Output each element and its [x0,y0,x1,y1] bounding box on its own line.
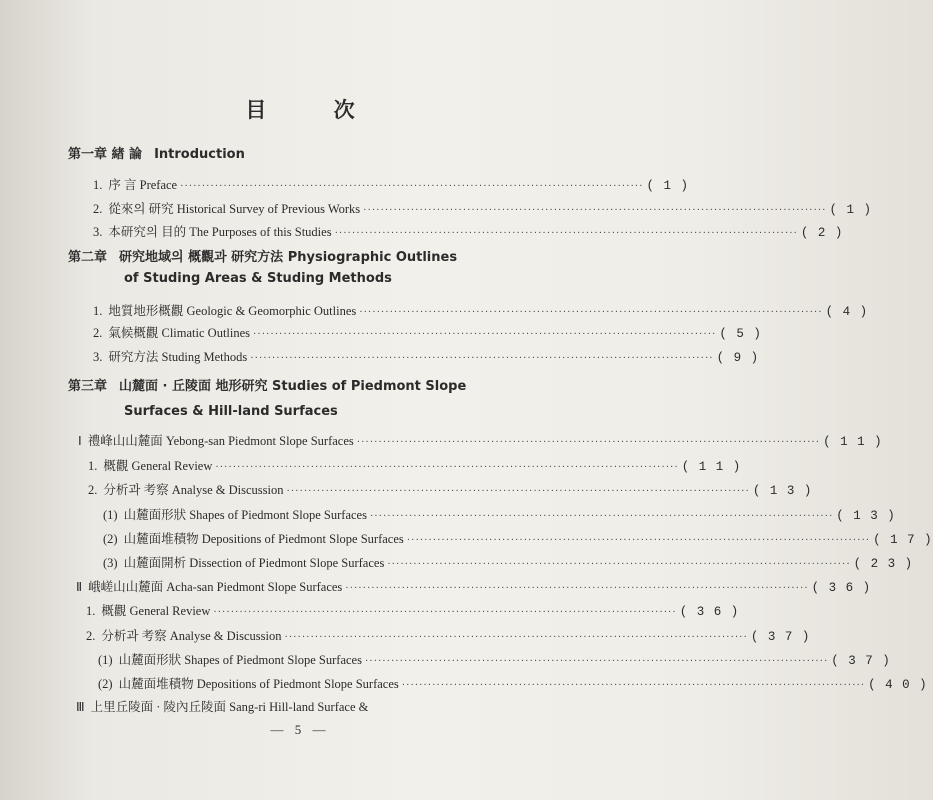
entry-page: ( 1 1 ) [681,460,742,474]
chapter-1-label: 第一章 緖 論 [68,147,143,162]
entry-page: ( 4 0 ) [868,678,928,692]
page-number: — 5 — [270,722,330,737]
leader-dots: ··········································································································· [284,632,748,643]
entry-page: ( 4 ) [825,305,869,319]
toc-entry [88,456,742,474]
entry-text: 禮峰山山麓面 Yebong-san Piedmont Slope Surfaces [87,434,354,448]
toc-entry [86,601,740,619]
leader-dots: ··········································································································· [356,437,821,448]
toc-entry [93,323,762,341]
toc-entry [88,480,813,498]
entry-page: ( 5 ) [719,327,762,341]
toc-subentry [103,553,914,571]
entry-text: 概觀 General Review [103,459,213,473]
entry-number: 1. [93,304,103,318]
entry-text: 概觀 General Review [101,604,211,618]
entry-number: (1) [103,508,118,522]
entry-text: 序 言 Preface [108,178,178,192]
leader-dots: ··········································································································· [345,583,809,594]
leader-dots: ··········································································································· [250,353,714,364]
toc-entry [93,175,689,193]
toc-subentry [98,674,928,692]
leader-dots: ··········································································································· [363,205,827,216]
entry-text: 從來의 研究 Historical Survey of Previous Works [108,202,361,216]
chapter-2-title-line2: of Studing Areas & Studing Methods [124,271,392,286]
entry-page: ( 1 3 ) [836,509,896,523]
entry-number: (2) [98,677,113,691]
leader-dots: ··········································································································· [364,656,829,667]
section-number: Ⅱ [76,580,83,594]
entry-text: 山麓面開析 Dissection of Piedmont Slope Surfaces [123,556,385,570]
chapter-2-heading [68,246,457,265]
toc-entry [93,199,873,217]
entry-number: 3. [93,225,103,239]
chapter-3-label: 第三章 [68,379,108,394]
page-title: 目 次 [245,97,385,122]
leader-dots: ··········································································································· [401,680,866,691]
entry-text: 本研究의 目的 The Purposes of this Studies [108,225,332,239]
entry-text: 山麓面形狀 Shapes of Piedmont Slope Surfaces [118,653,362,667]
entry-text: 地質地形概觀 Geologic & Geomorphic Outlines [108,304,357,318]
toc-subentry [103,529,933,547]
entry-page: ( 1 ) [646,179,689,193]
entry-number: 2. [88,483,98,497]
entry-number: 1. [86,604,96,618]
toc-entry [93,347,760,365]
chapter-3-heading [68,375,466,394]
leader-dots: ··········································································································· [213,607,677,618]
toc-subentry [103,505,896,523]
entry-page: ( 3 6 ) [811,581,872,595]
toc-section-entry [78,431,883,449]
leader-dots: ··········································································································· [369,511,834,522]
entry-text: 山麓面堆積物 Depositions of Piedmont Slope Surfaces [118,677,399,691]
entry-number: 2. [93,202,103,216]
leader-dots: ··········································································································· [334,228,798,239]
entry-text: 氣候概觀 Climatic Outlines [108,326,251,340]
toc-entry [93,301,869,319]
chapter-3-title-line1: 山麓面 · 丘陵面 地形研究 Studies of Piedmont Slope [119,379,467,394]
toc-subentry [98,650,891,668]
entry-page: ( 2 3 ) [853,557,914,571]
leader-dots: ··········································································································· [180,181,644,192]
leader-dots: ··········································································································· [215,462,679,473]
chapter-1-title: Introduction [154,147,245,162]
entry-page: ( 1 7 ) [873,533,933,547]
entry-number: 2. [86,629,96,643]
section-number: Ⅰ [78,434,82,448]
entry-number: 1. [88,459,98,473]
entry-number: 1. [93,178,103,192]
entry-page: ( 3 7 ) [750,630,811,644]
chapter-2-title-line1: 研究地域의 概觀과 研究方法 Physiographic Outlines [119,250,458,265]
entry-text: 峨嵯山山麓面 Acha-san Piedmont Slope Surfaces [88,580,343,594]
entry-page: ( 1 1 ) [823,435,883,449]
leader-dots: ··········································································································· [253,329,717,340]
entry-number: 3. [93,350,103,364]
entry-number: (3) [103,556,118,570]
entry-number: (2) [103,532,118,546]
chapter-2-label: 第二章 [68,250,108,265]
section-number: Ⅲ [76,700,85,714]
entry-number: 2. [93,326,103,340]
leader-dots: ··········································································································· [387,559,851,570]
entry-page: ( 3 6 ) [679,605,740,619]
leader-dots: ··········································································································· [359,307,823,318]
leader-dots: ··········································································································· [286,486,750,497]
entry-page: ( 3 7 ) [831,654,891,668]
entry-text: 山麓面形狀 Shapes of Piedmont Slope Surfaces [123,508,367,522]
entry-text: 山麓面堆積物 Depositions of Piedmont Slope Surfaces [123,532,404,546]
entry-number: (1) [98,653,113,667]
entry-text: 上里丘陵面 · 陵內丘陵面 Sang-ri Hill-land Surface & [90,700,369,714]
toc-section-entry [76,577,872,595]
toc-entry [93,222,844,240]
toc-section-entry [76,697,368,715]
toc-entry [86,626,811,644]
entry-text: 分析과 考察 Analyse & Discussion [101,629,282,643]
entry-text: 分析과 考察 Analyse & Discussion [103,483,284,497]
leader-dots: ··········································································································· [406,535,871,546]
entry-page: ( 1 3 ) [752,484,813,498]
entry-text: 研究方法 Studing Methods [108,350,248,364]
entry-page: ( 2 ) [800,226,844,240]
chapter-1-heading [68,143,245,162]
entry-page: ( 1 ) [829,203,873,217]
entry-page: ( 9 ) [716,351,760,365]
chapter-3-title-line2: Surfaces & Hill-land Surfaces [124,404,338,419]
